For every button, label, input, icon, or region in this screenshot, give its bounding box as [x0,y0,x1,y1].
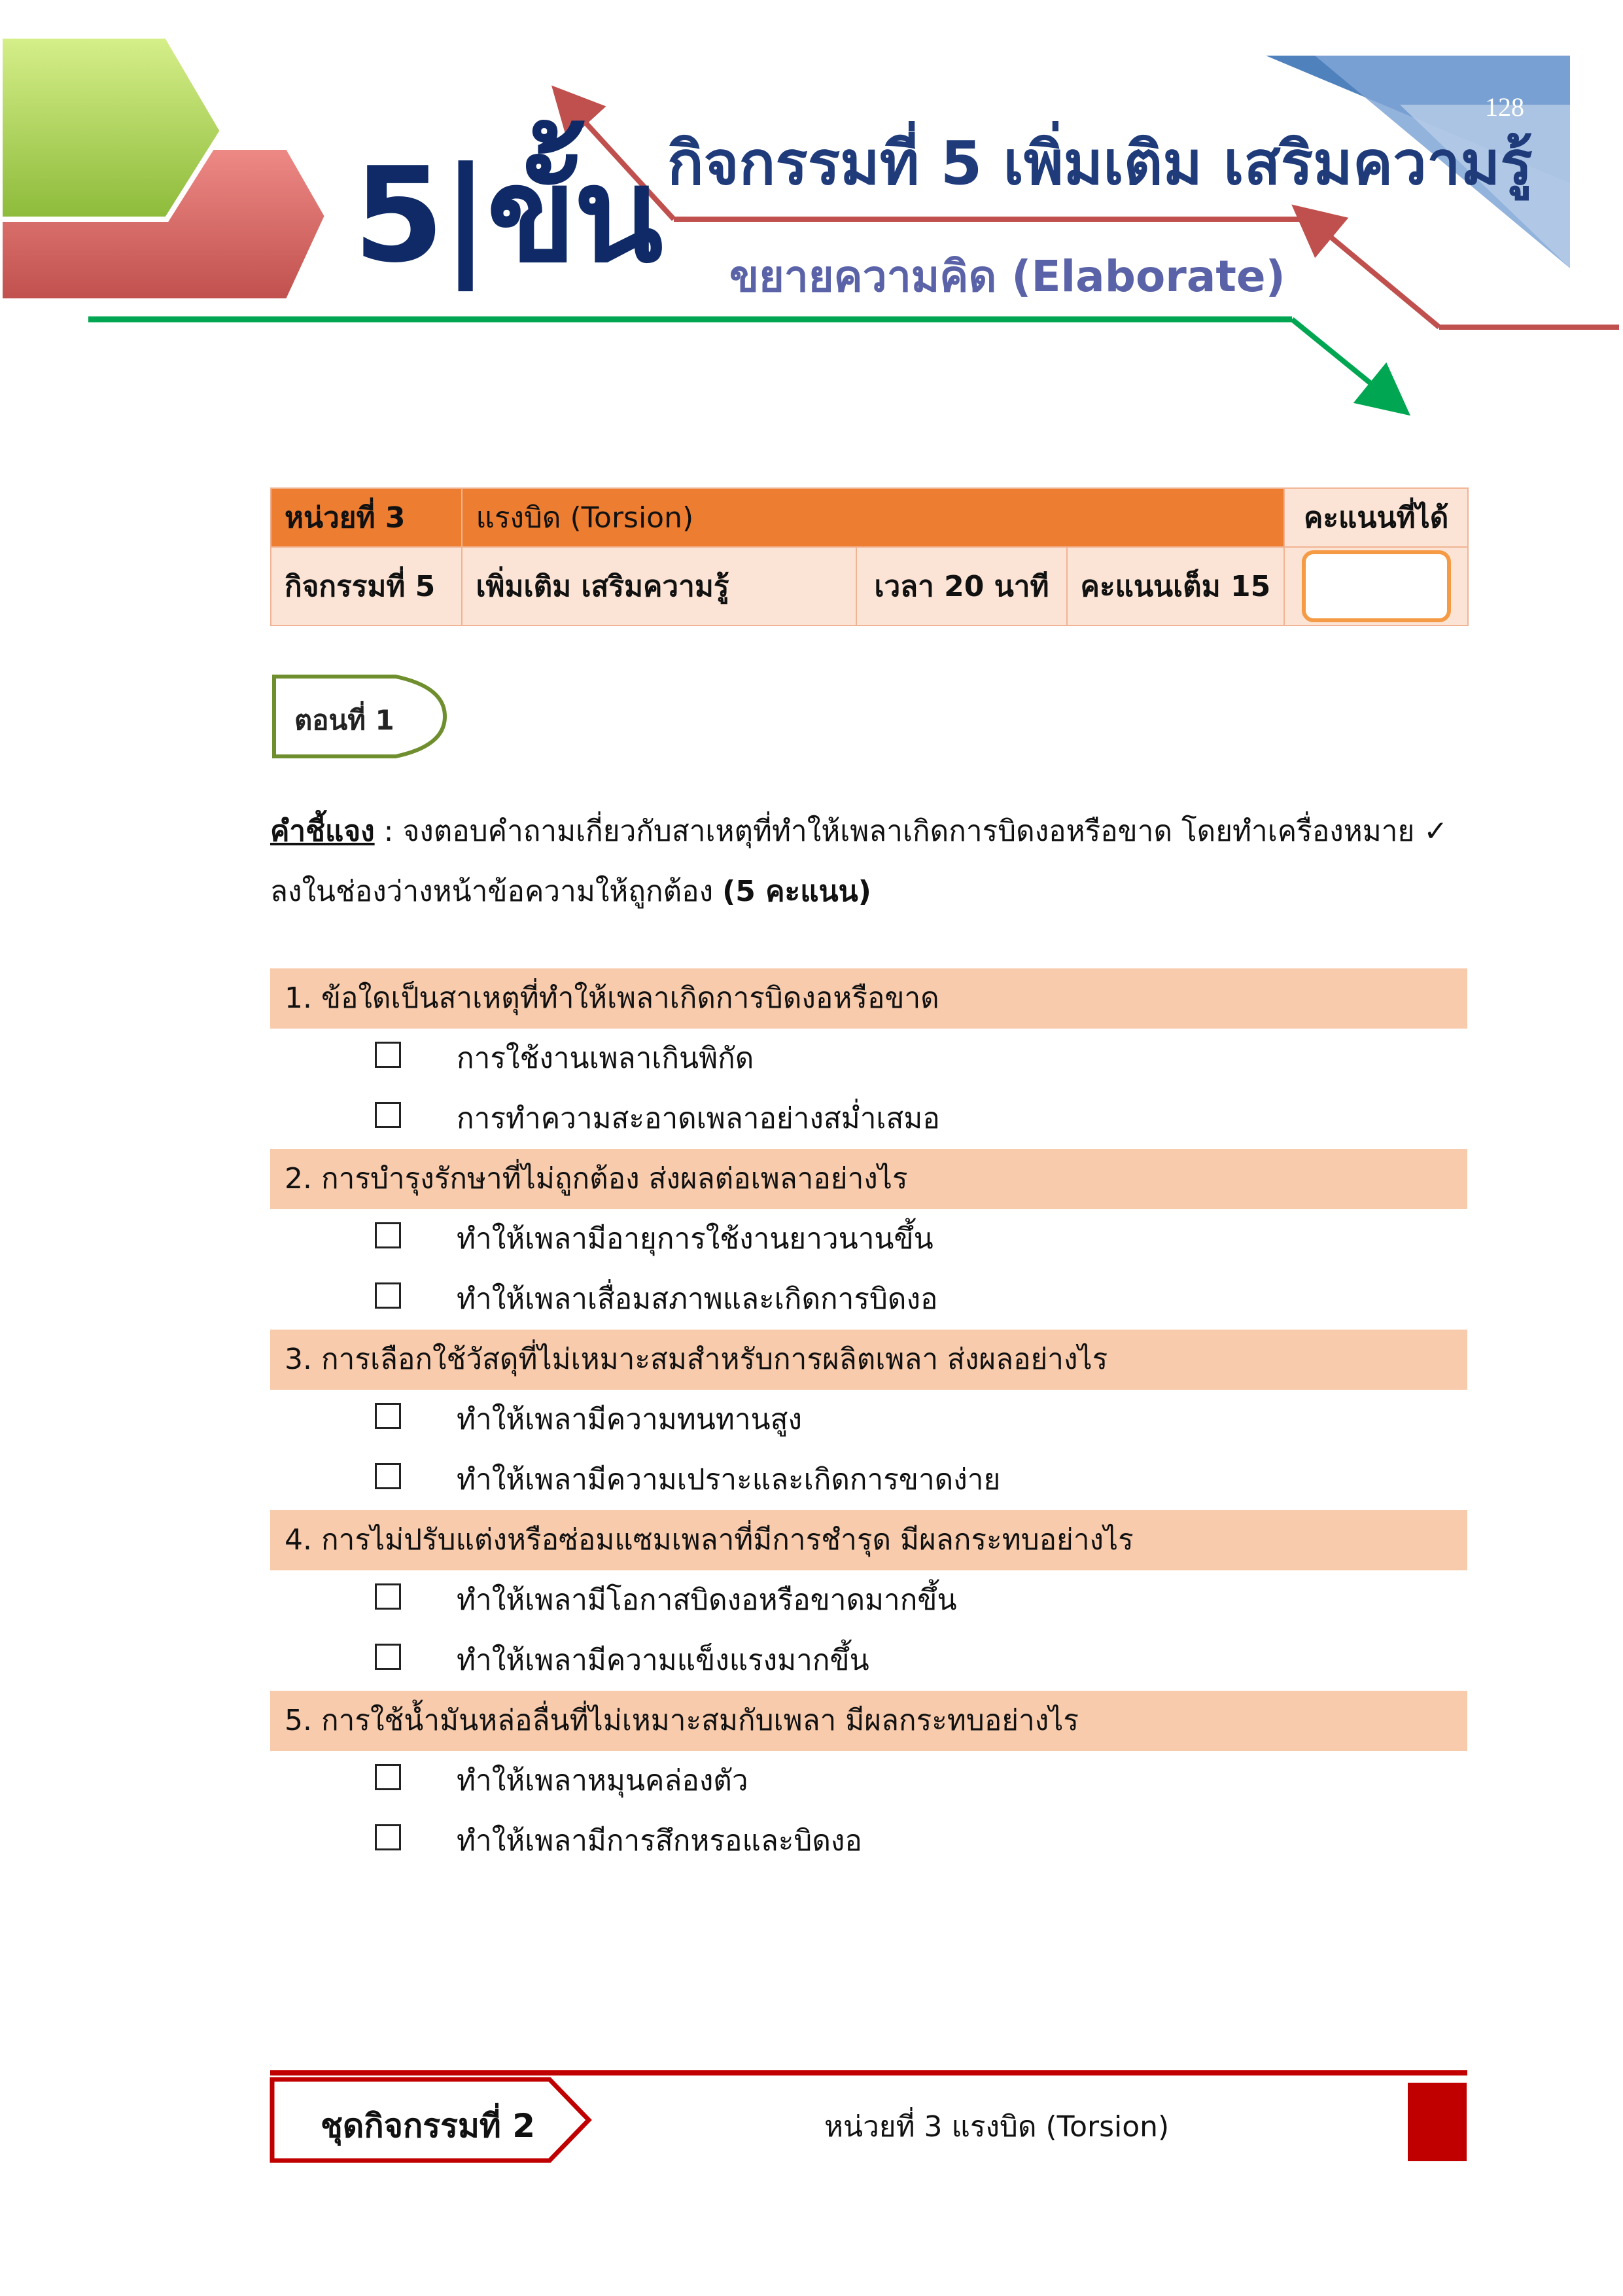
instructions-separator: : [374,815,403,848]
footer-red-block [1408,2083,1467,2161]
part-label: ตอนที่ 1 [294,704,394,736]
footer-decoration [0,2061,1623,2179]
checkbox[interactable] [375,1282,401,1309]
checkbox[interactable] [375,1824,401,1850]
footer-unit-label: หน่วยที่ 3 แรงบิด (Torsion) [824,2110,1170,2144]
option-1b [270,1089,1467,1149]
option-text: ทำให้เพลามีโอกาสบิดงอหรือขาดมากขึ้น [457,1583,957,1617]
option-2a [270,1209,1467,1269]
score-cell [1284,547,1468,626]
option-text: ทำให้เพลาเสื่อมสภาพและเกิดการบิดงอ [457,1282,938,1316]
time-label: เวลา 20 นาที [856,547,1066,626]
option-3b [270,1450,1467,1510]
option-4a [270,1570,1467,1631]
instructions-points: (5 คะแนน) [722,875,871,908]
activity-title: กิจกรรมที่ 5 เพิ่มเติม เสริมความรู้ [667,128,1533,198]
option-text: ทำให้เพลามีความแข็งแรงมากขึ้น [457,1644,869,1677]
activity-info-table [270,487,1469,626]
option-text: ทำให้เพลามีความทนทานสูง [457,1403,802,1436]
question-3: 3. การเลือกใช้วัสดุที่ไม่เหมาะสมสำหรับการผลิตเพลา ส่งผลอย่างไร [270,1330,1467,1390]
checkbox[interactable] [375,1644,401,1670]
checkbox[interactable] [375,1583,401,1610]
question-2: 2. การบำรุงรักษาที่ไม่ถูกต้อง ส่งผลต่อเพลาอย่างไร [270,1149,1467,1209]
question-list [270,968,1467,1871]
option-text: ทำให้เพลาหมุนคล่องตัว [457,1764,748,1797]
checkbox[interactable] [375,1764,401,1790]
option-5a [270,1751,1467,1811]
option-5b [270,1811,1467,1871]
option-4b [270,1631,1467,1691]
unit-name: แรงบิด (Torsion) [462,488,1284,547]
option-text: ทำให้เพลามีความเปราะและเกิดการขาดง่าย [457,1463,1001,1496]
unit-label: หน่วยที่ 3 [271,488,462,547]
info-table-header-row [271,488,1468,547]
option-text: การใช้งานเพลาเกินพิกัด [457,1042,754,1075]
instructions [270,802,1467,922]
page-number: 128 [1485,92,1524,122]
full-score-label: คะแนนเต็ม 15 [1067,547,1285,626]
checkbox[interactable] [375,1102,401,1128]
activity-label: กิจกรรมที่ 5 [271,547,462,626]
step-number-heading: 5|ขั้น [353,139,661,292]
footer-set-label: ชุดกิจกรรมที่ 2 [321,2107,536,2145]
instructions-text: จงตอบคำถามเกี่ยวกับสาเหตุที่ทำให้เพลาเกิดการบิดงอหรือขาด โดยทำเครื่องหมาย ✓ ลงในช่องว่างหน้าข้อความให้ถูกต้อง [270,815,1448,908]
checkbox[interactable] [375,1403,401,1429]
option-3a [270,1390,1467,1450]
info-table-body-row [271,547,1468,626]
instructions-heading: คำชี้แจง [270,815,375,848]
score-received-label: คะแนนที่ได้ [1284,488,1468,547]
activity-subtitle: ขยายความคิด (Elaborate) [729,251,1285,302]
question-4: 4. การไม่ปรับแต่งหรือซ่อมแซมเพลาที่มีการชำรุด มีผลกระทบอย่างไร [270,1510,1467,1570]
checkbox[interactable] [375,1463,401,1489]
checkbox[interactable] [375,1042,401,1068]
option-2b [270,1269,1467,1330]
option-text: ทำให้เพลามีอายุการใช้งานยาวนานขึ้น [457,1222,934,1256]
question-5: 5. การใช้น้ำมันหล่อลื่นที่ไม่เหมาะสมกับเพลา มีผลกระทบอย่างไร [270,1691,1467,1751]
score-input-box[interactable] [1302,550,1451,622]
option-text: ทำให้เพลามีการสึกหรอและบิดงอ [457,1824,862,1858]
checkbox[interactable] [375,1222,401,1248]
question-1: 1. ข้อใดเป็นสาเหตุที่ทำให้เพลาเกิดการบิดงอหรือขาด [270,968,1467,1029]
activity-name: เพิ่มเติม เสริมความรู้ [462,547,856,626]
option-1a [270,1029,1467,1089]
option-text: การทำความสะอาดเพลาอย่างสม่ำเสมอ [457,1102,940,1135]
